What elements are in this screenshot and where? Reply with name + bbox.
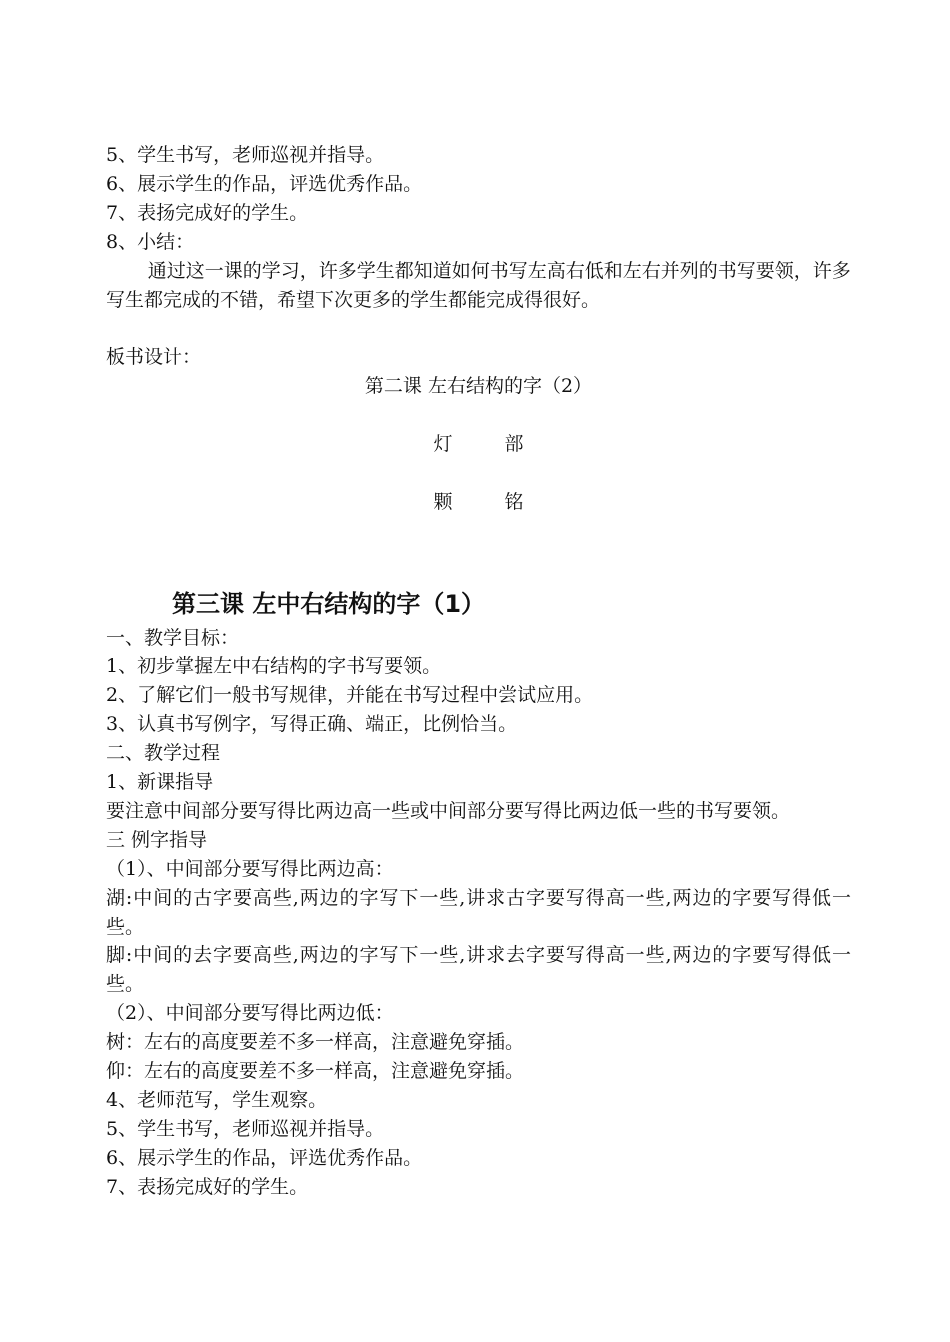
lesson-title: 第三课 左中右结构的字（1） [172, 589, 486, 618]
example-yang: 仰：左右的高度要差不多一样高，注意避免穿插。 [106, 1060, 525, 1083]
sub-heading-lower: （2）、中间部分要写得比两边低： [106, 1002, 394, 1025]
board-char: 颗 [433, 490, 453, 513]
board-char: 部 [504, 433, 524, 456]
example-jiao: 脚:中间的去字要高些,两边的字写下一些,讲求去字要写得高一些,两边的字要写得低一些。 [106, 944, 851, 996]
example-shu: 树：左右的高度要差不多一样高，注意避免穿插。 [106, 1031, 525, 1054]
step-7: 7、表扬完成好的学生。 [106, 201, 309, 224]
spacer [106, 546, 851, 575]
spacer [106, 314, 851, 343]
lesson-step: 6、展示学生的作品，评选优秀作品。 [106, 1146, 423, 1169]
lesson-step: 5、学生书写，老师巡视并指导。 [106, 1117, 385, 1140]
step-6: 6、展示学生的作品，评选优秀作品。 [106, 172, 423, 195]
spacer [106, 459, 851, 488]
spacer [106, 517, 851, 546]
board-row-1 [106, 430, 851, 459]
document-body [106, 141, 851, 1202]
new-lesson-text: 要注意中间部分要写得比两边高一些或中间部分要写得比两边低一些的书写要领。 [106, 799, 791, 822]
board-char: 铭 [504, 490, 524, 513]
example-hu: 湖:中间的古字要高些,两边的字写下一些,讲求古字要写得高一些,两边的字要写得低一些。 [106, 886, 851, 938]
board-row-2 [106, 488, 851, 517]
board-char: 灯 [433, 433, 453, 456]
goal-item: 3、认真书写例字，写得正确、端正，比例恰当。 [106, 713, 518, 736]
new-lesson-heading: 1、新课指导 [106, 771, 214, 794]
lesson-step: 7、表扬完成好的学生。 [106, 1175, 309, 1198]
step-8-summary-label: 8、小结： [106, 230, 195, 253]
spacer [106, 401, 851, 430]
goal-item: 2、了解它们一般书写规律，并能在书写过程中尝试应用。 [106, 684, 594, 707]
sub-heading-higher: （1）、中间部分要写得比两边高： [106, 857, 394, 880]
examples-heading: 三 例字指导 [106, 828, 208, 851]
summary-paragraph: 通过这一课的学习，许多学生都知道如何书写左高右低和左右并列的书写要领，许多写生都完成的不错，希望下次更多的学生都能完成得很好。 [106, 259, 851, 311]
lesson-step: 4、老师范写，学生观察。 [106, 1089, 328, 1112]
board-design-label: 板书设计： [106, 346, 202, 369]
goal-item: 1、初步掌握左中右结构的字书写要领。 [106, 655, 442, 678]
board-title: 第二课 左右结构的字（2） [364, 375, 593, 398]
goals-heading: 一、教学目标： [106, 626, 240, 649]
step-5: 5、学生书写，老师巡视并指导。 [106, 144, 385, 166]
process-heading: 二、教学过程 [106, 742, 221, 765]
